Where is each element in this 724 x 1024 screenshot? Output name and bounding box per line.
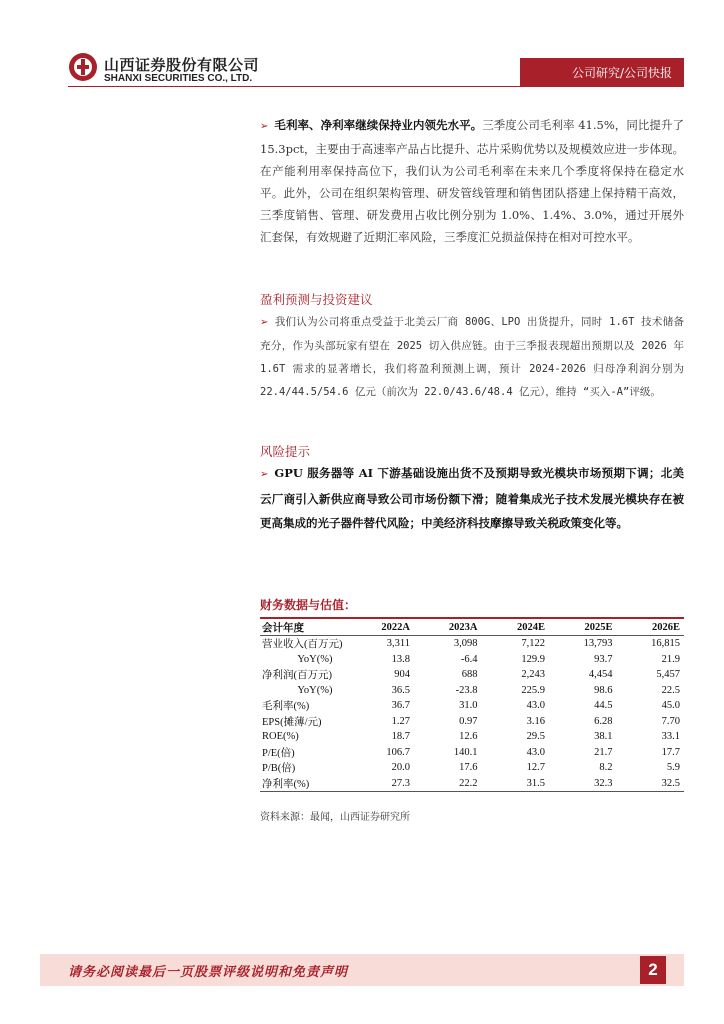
table-cell: 93.7	[594, 653, 613, 665]
table-cell: 29.5	[526, 731, 545, 743]
table-cell: 18.7	[391, 731, 410, 743]
table-cell: 4,454	[588, 669, 613, 681]
row-label: 毛利率(%)	[262, 701, 310, 713]
risk-paragraph	[260, 461, 684, 535]
table-cell: 13.8	[391, 653, 410, 665]
row-label: EPS(摊薄/元)	[262, 716, 322, 728]
table-source-note: 资料来源：最闻，山西证券研究所	[260, 812, 410, 823]
table-cell: 27.3	[347, 776, 415, 792]
table-cell: 17.6	[459, 762, 478, 774]
row-label: 营业收入(百万元)	[262, 639, 343, 651]
table-row	[260, 714, 684, 730]
table-cell: 22.2	[414, 776, 482, 792]
category-label: 公司研究/公司快报	[571, 66, 672, 80]
risk-text: GPU 服务器等 AI 下游基础设施出货不及预期导致光模块市场预期下调；北美云厂商引入新供应商导致公司市场份额下滑；随着集成光子技术发展光模块存在被更高集成的光子器件替代风险；中美经济科技摩擦导致关税政策变化等。	[260, 466, 684, 530]
table-cell: -23.8	[455, 684, 478, 696]
table-row	[260, 667, 684, 683]
column-header: 2025E	[549, 619, 617, 636]
header-divider	[68, 86, 684, 87]
table-cell: 45.0	[661, 700, 680, 712]
table-cell: 44.5	[594, 700, 613, 712]
forecast-paragraph	[260, 310, 684, 403]
table-cell: 21.9	[661, 653, 680, 665]
table-cell: 43.0	[526, 746, 545, 758]
table-cell: 12.7	[526, 762, 545, 774]
table-cell: 36.5	[391, 684, 410, 696]
financials-title: 财务数据与估值：	[260, 598, 357, 612]
table-cell: 5,457	[656, 669, 680, 681]
table-cell: 6.28	[594, 715, 613, 727]
bullet-arrow-icon: ➢	[260, 121, 269, 132]
table-cell: 32.5	[616, 776, 684, 792]
table-cell: 7.70	[661, 715, 680, 727]
forecast-section-title: 盈利预测与投资建议	[260, 292, 373, 307]
table-cell: 129.9	[521, 653, 545, 665]
footer-disclaimer: 请务必阅读最后一页股票评级说明和免责声明	[68, 965, 349, 980]
table-cell: 140.1	[453, 746, 478, 758]
table-row	[260, 636, 684, 652]
table-cell: 36.7	[391, 700, 410, 712]
table-cell: 8.2	[599, 762, 613, 774]
table-row	[260, 652, 684, 668]
row-label: YoY(%)	[297, 684, 333, 696]
forecast-text: 我们认为公司将重点受益于北美云厂商 800G、LPO 出货提升，同时 1.6T 技术储备充分，作为头部玩家有望在 2025 切入供应链。由于三季报表现超出预期以及 2026 年 1.6T 需求的显著增长，我们将盈利预测上调，预计 2024-2026 归母净利润分别为 22.4/44.5/54.6 亿元（前次为 22.0/43.6/48.4 亿元），维持 “买入-A”评级。	[260, 316, 684, 398]
table-cell: 0.97	[459, 715, 478, 727]
table-cell: 16,815	[651, 638, 680, 650]
risk-section-title: 风险提示	[260, 444, 311, 459]
company-name-cn: 山西证券股份有限公司	[104, 56, 260, 74]
bullet-arrow-icon: ➢	[260, 317, 269, 328]
table-header-row	[260, 619, 684, 636]
table-row	[260, 729, 684, 745]
margin-paragraph-lead: 毛利率、净利率继续保持业内领先水平。	[274, 118, 483, 132]
margin-paragraph	[260, 114, 684, 248]
table-cell: 225.9	[521, 684, 545, 696]
table-cell: 32.3	[549, 776, 617, 792]
table-cell: 3.16	[526, 715, 545, 727]
table-cell: 5.9	[666, 762, 680, 774]
table-cell: 20.0	[391, 762, 410, 774]
table-cell: 38.1	[594, 731, 613, 743]
column-header: 2024E	[482, 619, 549, 636]
table-cell: 33.1	[661, 731, 680, 743]
column-header: 2026E	[616, 619, 684, 636]
row-label: YoY(%)	[297, 653, 333, 665]
category-banner	[520, 58, 684, 86]
table-cell: 1.27	[391, 715, 410, 727]
table-cell: 12.6	[459, 731, 478, 743]
table-cell: 98.6	[594, 684, 613, 696]
bullet-arrow-icon: ➢	[260, 469, 269, 480]
column-header: 2022A	[347, 619, 415, 636]
table-cell: 31.5	[482, 776, 549, 792]
table-cell: 3,311	[386, 638, 410, 650]
row-label: P/B(倍)	[262, 763, 296, 775]
footer-banner	[40, 954, 684, 986]
margin-paragraph-text: 三季度公司毛利率 41.5%，同比提升了 15.3pct，主要由于高速率产品占比提升、芯片采购优势以及规模效应进一步体现。在产能利用率保持高位下，我们认为公司毛利率在未来几个季度将保持在稳定水平。此外，公司在组织架构管理、研发管线管理和销售团队搭建上保持精干高效，三季度销售、管理、研发费用占收比例分别为 1.0%、1.4%、3.0%，通过开展外汇套保，有效规避了近期汇率风险，三季度汇兑损益保持在相对可控水平。	[260, 118, 685, 244]
table-row	[260, 776, 684, 792]
table-cell: 13,793	[583, 638, 613, 650]
table-row	[260, 683, 684, 699]
table-cell: 7,122	[521, 638, 545, 650]
page-number: 2	[640, 956, 666, 984]
row-label: 净利率(%)	[260, 776, 347, 792]
table-cell: 17.7	[661, 746, 680, 758]
table-cell: 3,098	[453, 638, 478, 650]
table-row	[260, 760, 684, 776]
table-cell: 21.7	[594, 746, 613, 758]
financials-table	[260, 619, 684, 792]
row-label: 净利润(百万元)	[262, 670, 332, 682]
table-cell: 22.5	[661, 684, 680, 696]
company-name-en: SHANXI SECURITIES CO., LTD.	[104, 73, 253, 84]
table-cell: 106.7	[386, 746, 410, 758]
column-header: 会计年度	[260, 619, 347, 636]
table-row	[260, 698, 684, 714]
table-cell: 904	[394, 669, 410, 681]
table-cell: 43.0	[526, 700, 545, 712]
table-cell: -6.4	[460, 653, 478, 665]
table-cell: 688	[461, 669, 478, 681]
table-cell: 31.0	[459, 700, 478, 712]
company-logo-icon	[68, 52, 98, 82]
table-cell: 2,243	[521, 669, 545, 681]
column-header: 2023A	[414, 619, 482, 636]
table-row	[260, 745, 684, 761]
row-label: P/E(倍)	[262, 747, 295, 759]
row-label: ROE(%)	[262, 731, 299, 743]
